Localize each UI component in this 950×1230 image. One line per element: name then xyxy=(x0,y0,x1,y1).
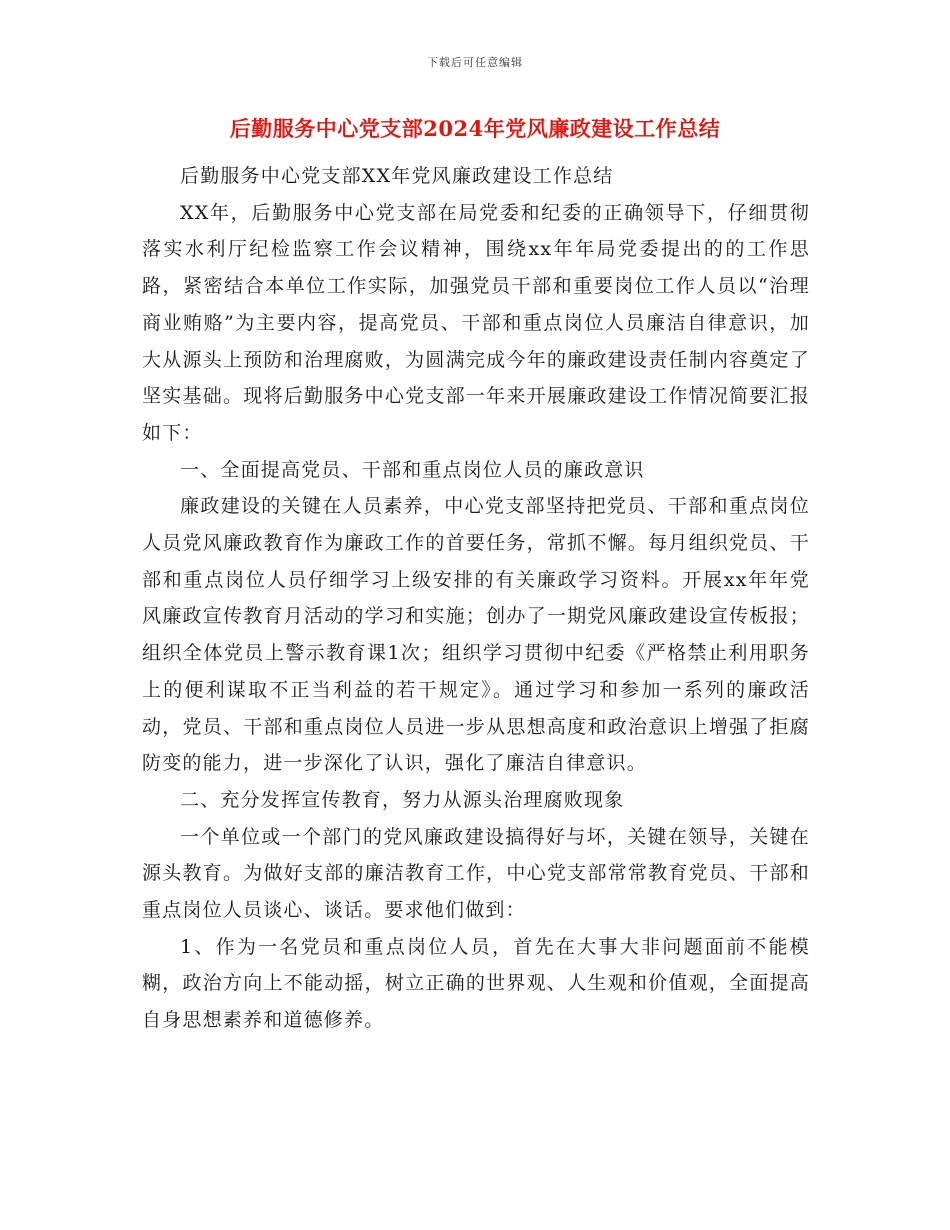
paragraph-section-2: 一个单位或一个部门的党风廉政建设搞得好与坏，关键在领导，关键在源头教育。为做好支部的廉洁教育工作，中心党支部常常教育党员、干部和重点岗位人员谈心、谈话。要求他们做到： xyxy=(142,825,810,922)
paragraph-item-1: 1、作为一名党员和重点岗位人员，首先在大事大非问题面前不能模糊，政治方向上不能动摇，树立正确的世界观、人生观和价值观，全面提高自身思想素养和道德修养。 xyxy=(142,935,810,1032)
paragraph-intro: XX年，后勤服务中心党支部在局党委和纪委的正确领导下，仔细贯彻落实水利厅纪检监察工作会议精神，围绕xx年年局党委提出的的工作思路，紧密结合本单位工作实际，加强党员干部和重要岗位工作人员以“治理商业贿赂”为主要内容，提高党员、干部和重点岗位人员廉洁自律意识，加大从源头上预防和治理腐败，为圆满完成今年的廉政建设责任制内容奠定了坚实基础。现将后勤服务中心党支部一年来开展廉政建设工作情况简要汇报如下： xyxy=(142,201,810,444)
document-title: 后勤服务中心党支部2024年党风廉政建设工作总结 xyxy=(229,116,721,141)
paragraph-subtitle: 后勤服务中心党支部XX年党风廉政建设工作总结 xyxy=(180,165,614,187)
paragraph-section-1: 廉政建设的关键在人员素养，中心党支部坚持把党员、干部和重点岗位人员党风廉政教育作为廉政工作的首要任务，常抓不懈。每月组织党员、干部和重点岗位人员仔细学习上级安排的有关廉政学习资料。开展xx年年党风廉政宣传教育月活动的学习和实施；创办了一期党风廉政建设宣传板报；组织全体党员上警示教育课1次；组织学习贯彻中纪委《严格禁止利用职务上的便利谋取不正当利益的若干规定》。通过学习和参加一系列的廉政活动，党员、干部和重点岗位人员进一步从思想高度和政治意识上增强了拒腐防变的能力，进一步深化了认识，强化了廉洁自律意识。 xyxy=(142,495,810,775)
document-body xyxy=(142,158,810,1039)
section-heading-1: 一、全面提高党员、干部和重点岗位人员的廉政意识 xyxy=(180,458,645,481)
section-heading-2: 二、充分发挥宣传教育，努力从源头治理腐败现象 xyxy=(180,788,625,811)
page-header-note: 下载后可任意编辑 xyxy=(427,56,523,69)
